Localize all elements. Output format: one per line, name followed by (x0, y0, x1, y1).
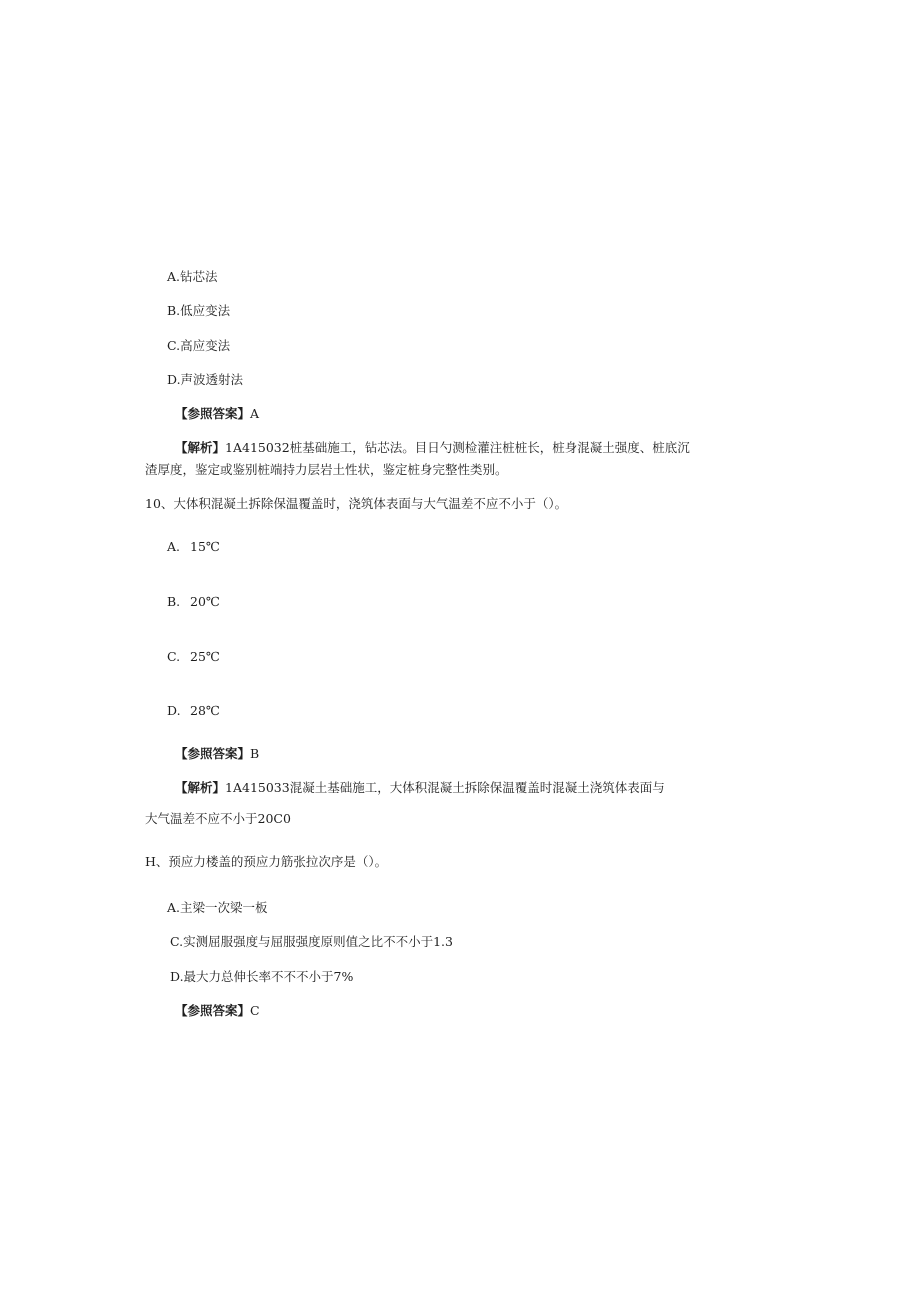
q10-answer (175, 746, 259, 762)
q10-analysis-text1: 1A415033混凝土基础施工，大体积混凝土拆除保温覆盖时混凝土浇筑体表面与 (225, 780, 665, 795)
q9-answer (175, 406, 259, 422)
q10-analysis-line1 (175, 780, 665, 796)
q9-analysis-line2: 渣厚度，鉴定或鉴别桩端持力层岩土性状，鉴定桩身完整性类别。 (145, 462, 508, 477)
q10-option-d-value: 28℃ (190, 703, 220, 718)
q10-answer-value: B (250, 746, 260, 761)
q10-option-b (167, 594, 220, 610)
q9-option-c: C.高应变法 (167, 338, 231, 353)
q10-option-a (167, 539, 220, 555)
q10-option-b-letter: B. (167, 594, 181, 609)
q10-analysis-line2: 大气温差不应不小于20C0 (145, 811, 291, 826)
q9-option-a: A.钻芯法 (167, 269, 218, 284)
q10-answer-label: 【参照答案】 (175, 746, 251, 761)
q9-option-b: B.低应变法 (167, 303, 231, 318)
q11-stem: H、预应力楼盖的预应力筋张拉次序是（）。 (145, 854, 388, 869)
q10-option-c-value: 25℃ (190, 649, 220, 664)
q10-option-c-letter: C. (167, 649, 181, 664)
q10-option-b-value: 20℃ (190, 594, 220, 609)
q10-option-a-value: 15℃ (190, 539, 220, 554)
q10-stem: 10、大体积混凝土拆除保温覆盖时，浇筑体表面与大气温差不应不小于（）。 (145, 496, 568, 511)
q9-analysis-line1 (175, 440, 690, 456)
q10-option-d-letter: D. (167, 703, 181, 718)
q9-analysis-text1: 1A415032桩基础施工，钻芯法。目日勺测检灌注桩桩长，桩身混凝土强度、桩底沉 (225, 440, 690, 455)
q10-option-a-letter: A. (167, 539, 181, 554)
q10-option-d (167, 703, 220, 719)
q9-option-d: D.声波透射法 (167, 372, 244, 387)
q9-analysis-label: 【解析】 (175, 440, 226, 455)
q11-option-d: D.最大力总伸长率不不不小于7% (170, 969, 354, 984)
q9-answer-value: A (250, 406, 260, 421)
q10-analysis-label: 【解析】 (175, 780, 226, 795)
q11-answer (175, 1003, 260, 1019)
q11-answer-value: C (250, 1003, 260, 1018)
q11-answer-label: 【参照答案】 (175, 1003, 251, 1018)
q10-option-c (167, 649, 220, 665)
q11-option-c: C.实测屈服强度与屈服强度原则值之比不不小于1.3 (170, 934, 453, 949)
q11-option-a: A.主梁一次梁一板 (167, 900, 268, 915)
q9-answer-label: 【参照答案】 (175, 406, 251, 421)
